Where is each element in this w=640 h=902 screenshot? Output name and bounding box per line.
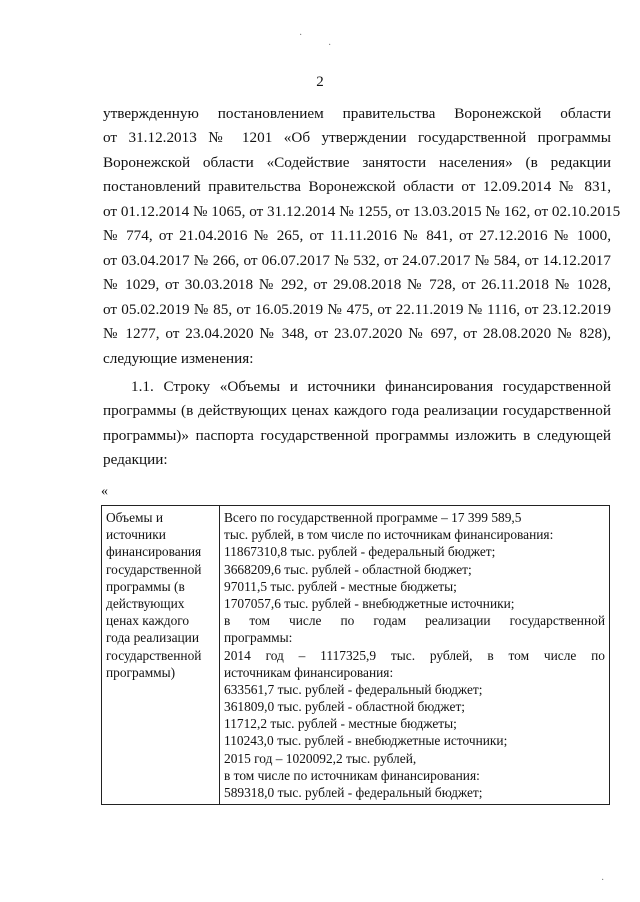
table-row — [102, 506, 610, 805]
cell-line: в том числе по годам реализации государственной — [224, 613, 605, 629]
table-cell-content — [220, 506, 610, 805]
body-line: утвержденную постановлением правительства Воронежской области — [103, 105, 611, 122]
body-line: редакции: — [103, 451, 168, 468]
body-line: № 1029, от 30.03.2018 № 292, от 29.08.2018 № 728, от 26.11.2018 № 1028, — [103, 276, 611, 293]
cell-line: 3668209,6 тыс. рублей - областной бюджет; — [224, 561, 472, 577]
body-line: следующие изменения: — [103, 350, 254, 367]
cell-line: 2015 год – 1020092,2 тыс. рублей, — [224, 750, 417, 766]
cell-line: 361809,0 тыс. рублей - областной бюджет; — [224, 699, 466, 715]
cell-line: тыс. рублей, в том числе по источникам финансирования: — [224, 527, 554, 543]
body-line: № 774, от 21.04.2016 № 265, от 11.11.2016 № 841, от 27.12.2016 № 1000, — [103, 227, 611, 244]
cell-line: 11867310,8 тыс. рублей - федеральный бюджет; — [224, 544, 496, 560]
body-line: Воронежской области «Содействие занятости населения» (в редакции — [103, 154, 611, 171]
cell-line: 97011,5 тыс. рублей - местные бюджеты; — [224, 578, 457, 594]
cell-line: 633561,7 тыс. рублей - федеральный бюджет; — [224, 681, 483, 697]
cell-line: 110243,0 тыс. рублей - внебюджетные источники; — [224, 733, 508, 749]
cell-line: 11712,2 тыс. рублей - местные бюджеты; — [224, 716, 457, 732]
cell-line: программы (в — [106, 578, 185, 594]
cell-line: 589318,0 тыс. рублей - федеральный бюджет; — [224, 785, 483, 800]
body-line: программы)» паспорта государственной программы изложить в следующей — [103, 427, 611, 444]
body-line: программы (в действующих ценах каждого года реализации государственной — [103, 402, 611, 419]
scan-speck: · — [328, 40, 332, 51]
cell-line: государственной — [106, 561, 202, 577]
cell-line: программы: — [224, 630, 293, 646]
cell-line: финансирования — [106, 544, 202, 560]
body-line: от 03.04.2017 № 266, от 06.07.2017 № 532, от 24.07.2017 № 584, от 14.12.2017 — [103, 252, 611, 269]
scan-speck: · — [601, 875, 605, 886]
body-line: от 05.02.2019 № 85, от 16.05.2019 № 475, от 22.11.2019 № 1116, от 23.12.2019 — [103, 301, 611, 318]
cell-line: источники — [106, 527, 166, 543]
cell-line: 1707057,6 тыс. рублей - внебюджетные источники; — [224, 595, 515, 611]
table-cell-label — [102, 506, 220, 805]
body-line: постановлений правительства Воронежской области от 12.09.2014 № 831, — [103, 178, 611, 195]
opening-quote-mark: « — [101, 484, 108, 499]
cell-line: Объемы и — [106, 510, 164, 525]
cell-line: источникам финансирования: — [224, 664, 394, 680]
cell-line: действующих — [106, 595, 185, 611]
body-line: от 01.12.2014 № 1065, от 31.12.2014 № 1255, от 13.03.2015 № 162, от 02.10.2015 — [103, 203, 621, 220]
cell-line: 2014 год – 1117325,9 тыс. рублей, в том числе по — [224, 647, 605, 663]
cell-line: года реализации — [106, 630, 200, 646]
scan-speck: · — [299, 30, 303, 41]
cell-line: программы) — [106, 664, 176, 680]
cell-line: ценах каждого — [106, 613, 190, 629]
body-line: от 31.12.2013 № 1201 «Об утверждении государственной программы — [103, 129, 611, 146]
cell-line: в том числе по источникам финансирования: — [224, 767, 480, 783]
page-number: 2 — [316, 74, 324, 90]
cell-line: Всего по государственной программе – 17 399 589,5 — [224, 510, 522, 525]
paragraph-first-line: 1.1. Строку «Объемы и источники финансирования государственной — [131, 378, 611, 395]
body-line: № 1277, от 23.04.2020 № 348, от 23.07.2020 № 697, от 28.08.2020 № 828), — [103, 325, 611, 342]
funding-table — [101, 505, 610, 805]
cell-line: государственной — [106, 647, 202, 663]
